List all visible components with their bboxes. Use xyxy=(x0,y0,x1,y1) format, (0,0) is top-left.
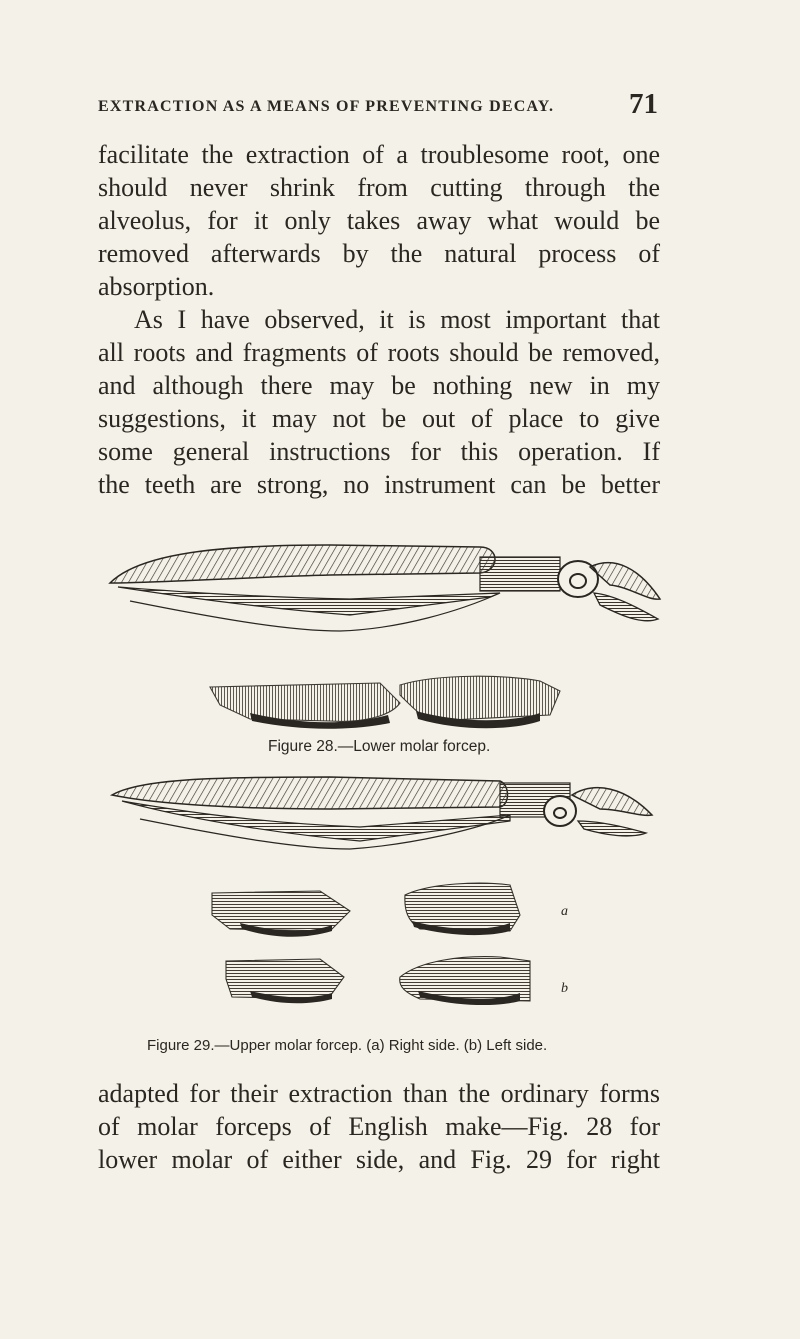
text-line: lower molar of either side, and Fig. 29 for right xyxy=(98,1145,660,1174)
paragraph-3 xyxy=(98,1077,660,1176)
upper-molar-forcep-illustration xyxy=(100,765,670,1005)
figure-29-label-b: b xyxy=(561,981,568,996)
paragraph-1 xyxy=(98,138,660,303)
text-line: should never shrink from cutting through the xyxy=(98,173,660,202)
page-number: 71 xyxy=(629,88,658,120)
text-line: suggestions, it may not be out of place to give xyxy=(98,404,660,433)
text-line: alveolus, for it only takes away what would be xyxy=(98,206,660,235)
text-line: facilitate the extraction of a troublesome root, one xyxy=(98,140,660,169)
text-line: of molar forceps of English make—Fig. 28 for xyxy=(98,1112,660,1141)
running-head-title: EXTRACTION AS A MEANS OF PREVENTING DECAY. xyxy=(98,98,555,115)
text-line: adapted for their extraction than the ordinary forms xyxy=(98,1079,660,1108)
running-head xyxy=(98,88,658,128)
text-line: some general instructions for this operation. If xyxy=(98,437,660,466)
text-line: removed afterwards by the natural process of xyxy=(98,239,660,268)
text-line: and although there may be nothing new in my xyxy=(98,371,660,400)
text-line: absorption. xyxy=(98,272,215,301)
paragraph-2 xyxy=(98,303,660,501)
text-line: As I have observed, it is most important that xyxy=(134,305,660,334)
figure-28-caption: Figure 28.—Lower molar forcep. xyxy=(268,738,491,755)
lower-molar-forcep-illustration xyxy=(100,535,670,735)
figure-29-label-a: a xyxy=(561,904,568,919)
figure-29-caption: Figure 29.—Upper molar forcep. (a) Right side. (b) Left side. xyxy=(147,1037,548,1054)
text-line: all roots and fragments of roots should be removed, xyxy=(98,338,660,367)
text-line: the teeth are strong, no instrument can be better xyxy=(98,470,660,499)
